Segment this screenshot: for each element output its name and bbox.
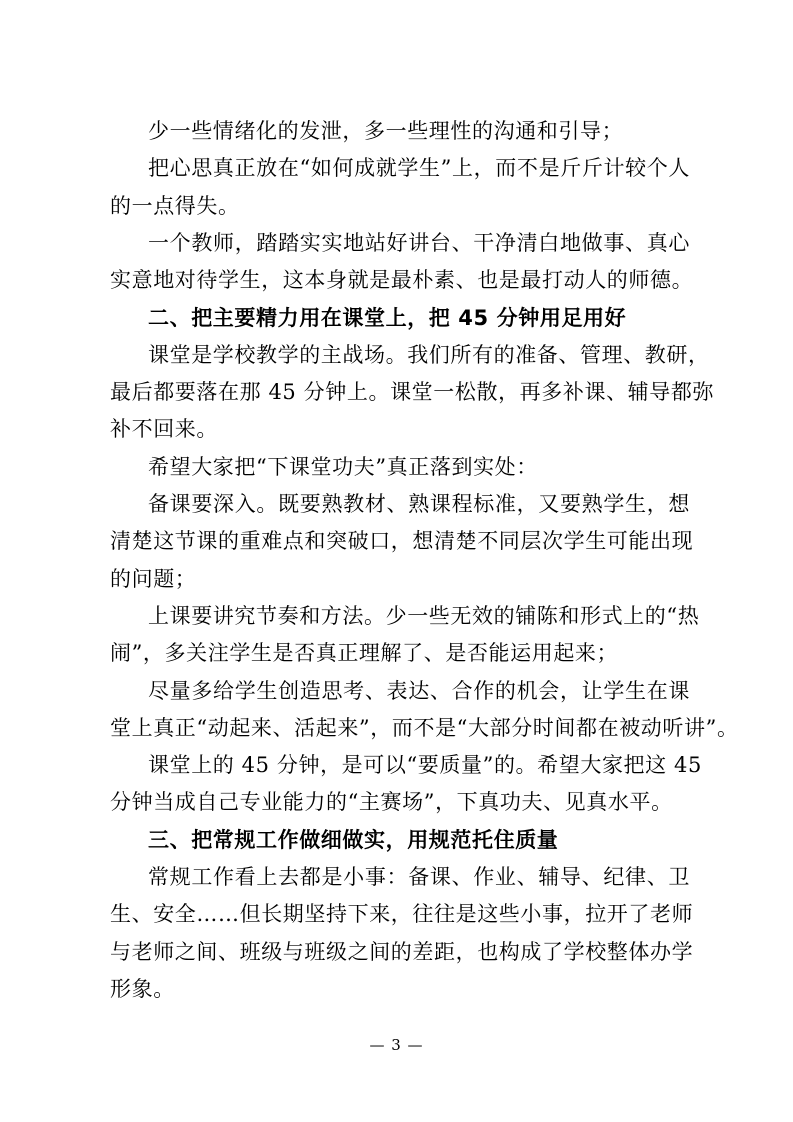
paragraph-line: 最后都要落在那 45 分钟上。课堂一松散，再多补课、辅导都弥 [110, 380, 715, 404]
paragraph-line: 课堂是学校教学的主战场。我们所有的准备、管理、教研， [148, 343, 710, 367]
paragraph-line: 生、安全……但长期坚持下来，往往是这些小事，拉开了老师 [110, 902, 694, 926]
page-number: — 3 — [369, 1036, 424, 1054]
paragraph-line: 尽量多给学生创造思考、表达、合作的机会，让学生在课 [148, 679, 690, 703]
paragraph-line: 课堂上的 45 分钟，是可以“要质量”的。希望大家把这 45 [148, 753, 702, 777]
paragraph-line: 闹”，多关注学生是否真正理解了、是否能运用起来； [110, 641, 619, 665]
paragraph-line: 把心思真正放在“如何成就学生”上，而不是斤斤计较个人 [148, 156, 690, 180]
paragraph-line: 一个教师，踏踏实实地站好讲台、干净清白地做事、真心 [148, 231, 690, 255]
paragraph-line: 实意地对待学生，这本身就是最朴素、也是最打动人的师德。 [110, 268, 694, 292]
paragraph-line: 常规工作看上去都是小事：备课、作业、辅导、纪律、卫 [148, 865, 690, 889]
paragraph-line: 分钟当成自己专业能力的“主赛场”，下真功夫、见真水平。 [110, 790, 673, 814]
paragraph-line: 备课要深入。既要熟教材、熟课程标准，又要熟学生，想 [148, 492, 690, 516]
paragraph-line: 希望大家把“下课堂功夫”真正落到实处： [148, 455, 538, 479]
paragraph-line: 的问题； [110, 567, 197, 591]
paragraph-line: 的一点得失。 [110, 194, 240, 218]
paragraph-line: 上课要讲究节奏和方法。少一些无效的铺陈和形式上的“热 [148, 604, 700, 628]
paragraph-line: 补不回来。 [110, 417, 218, 441]
paragraph-line: 清楚这节课的重难点和突破口，想清楚不同层次学生可能出现 [110, 529, 694, 553]
paragraph-line: 堂上真正“动起来、活起来”，而不是“大部分时间都在被动听讲”。 [110, 716, 739, 740]
section-heading: 二、把主要精力用在课堂上，把 45 分钟用足用好 [148, 306, 627, 330]
section-heading: 三、把常规工作做细做实，用规范托住质量 [148, 828, 559, 852]
paragraph-line: 形象。 [110, 977, 175, 1001]
paragraph-line: 少一些情绪化的发泄，多一些理性的沟通和引导； [148, 119, 624, 143]
paragraph-line: 与老师之间、班级与班级之间的差距，也构成了学校整体办学 [110, 940, 694, 964]
